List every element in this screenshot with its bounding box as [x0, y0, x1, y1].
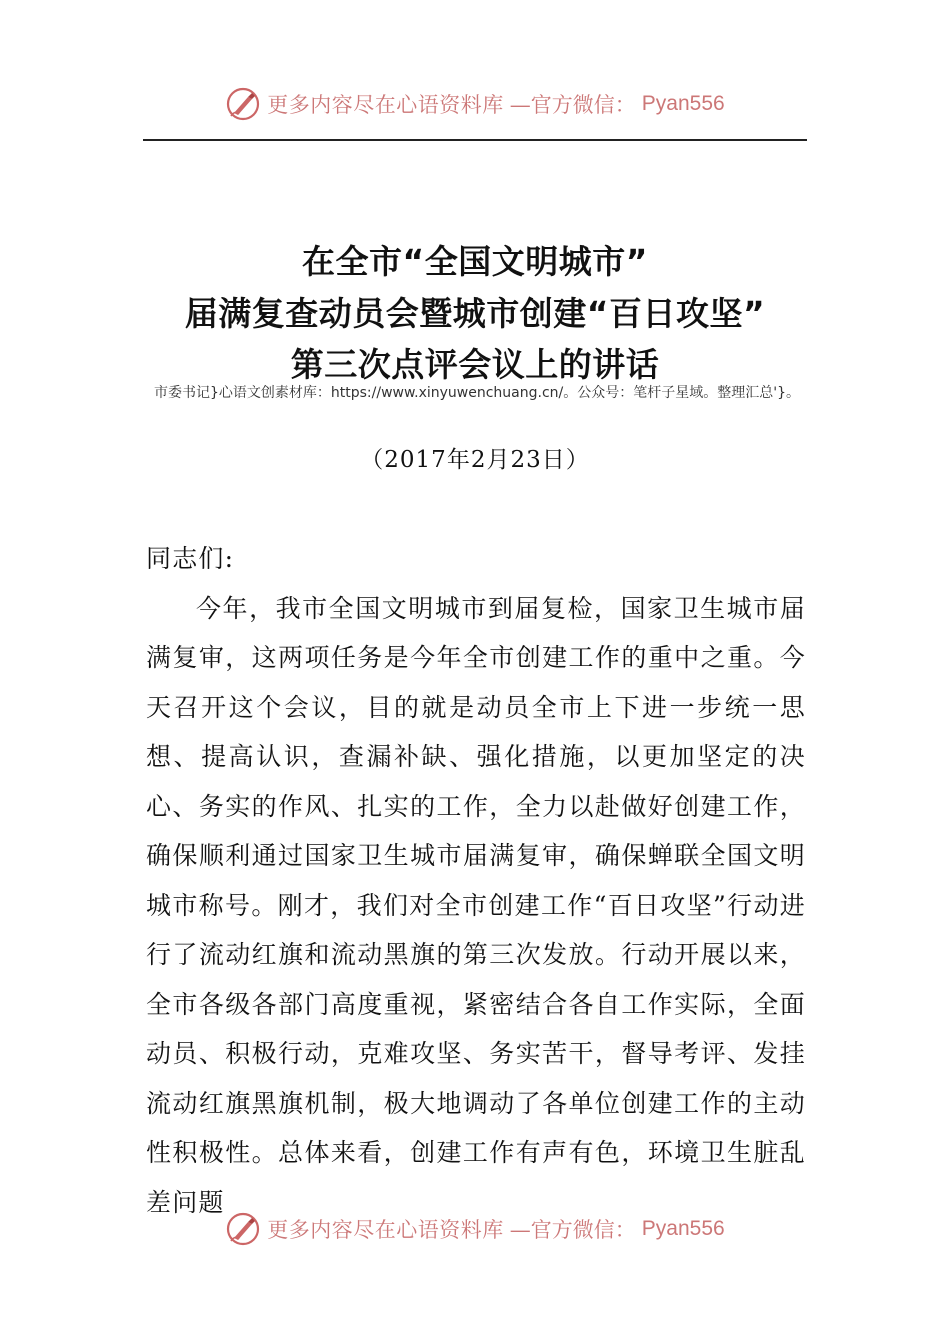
pen-logo-icon	[225, 86, 261, 122]
header-divider	[143, 139, 807, 141]
title-line-1: 在全市“全国文明城市”	[302, 242, 648, 281]
banner-separator: —官方微信：	[509, 1218, 636, 1242]
banner-text: 更多内容尽在心语资料库	[267, 1218, 504, 1242]
title-line-2: 届满复查动员会暨城市创建“百日攻坚”	[184, 294, 766, 333]
paragraph: 今年，我市全国文明城市到届复检，国家卫生城市届满复审，这两项任务是今年全市创建工作的重中之重。今天召开这个会议，目的就是动员全市上下进一步统一思想、提高认识，查漏补缺、强化措施，以更加坚定的决心、务实的作风、扎实的工作，全力以赴做好创建工作，确保顺利通过国家卫生城市届满复审，确保蝉联全国文明城市称号。刚才，我们对全市创建工作“百日攻坚”行动进行了流动红旗和流动黑旗的第三次发放。行动开展以来，全市各级各部门高度重视，紧密结合各自工作实际，全面动员、积极行动，克难攻坚、务实苦干，督导考评、发挂流动红旗黑旗机制，极大地调动了各单位创建工作的主动性积极性。总体来看，创建工作有声有色，环境卫生脏乱差问题	[146, 593, 806, 1217]
title-line-3: 第三次点评会议上的讲话	[290, 345, 660, 384]
speech-date: （2017年2月23日）	[360, 447, 590, 473]
salutation: 同志们:	[146, 544, 235, 573]
banner-account: Pyan556	[641, 92, 725, 115]
banner-text: 更多内容尽在心语资料库	[267, 93, 504, 117]
header-banner	[0, 82, 950, 126]
footer-banner	[0, 1207, 950, 1251]
banner-separator: —官方微信：	[509, 93, 636, 117]
pen-logo-icon	[225, 1211, 261, 1247]
author-note: 市委书记}心语文创素材库：https://www.xinyuwenchuang.cn/。公众号：笔杆子星域。整理汇总'}。	[153, 385, 801, 401]
speech-body	[146, 534, 806, 1227]
banner-account: Pyan556	[641, 1217, 725, 1240]
